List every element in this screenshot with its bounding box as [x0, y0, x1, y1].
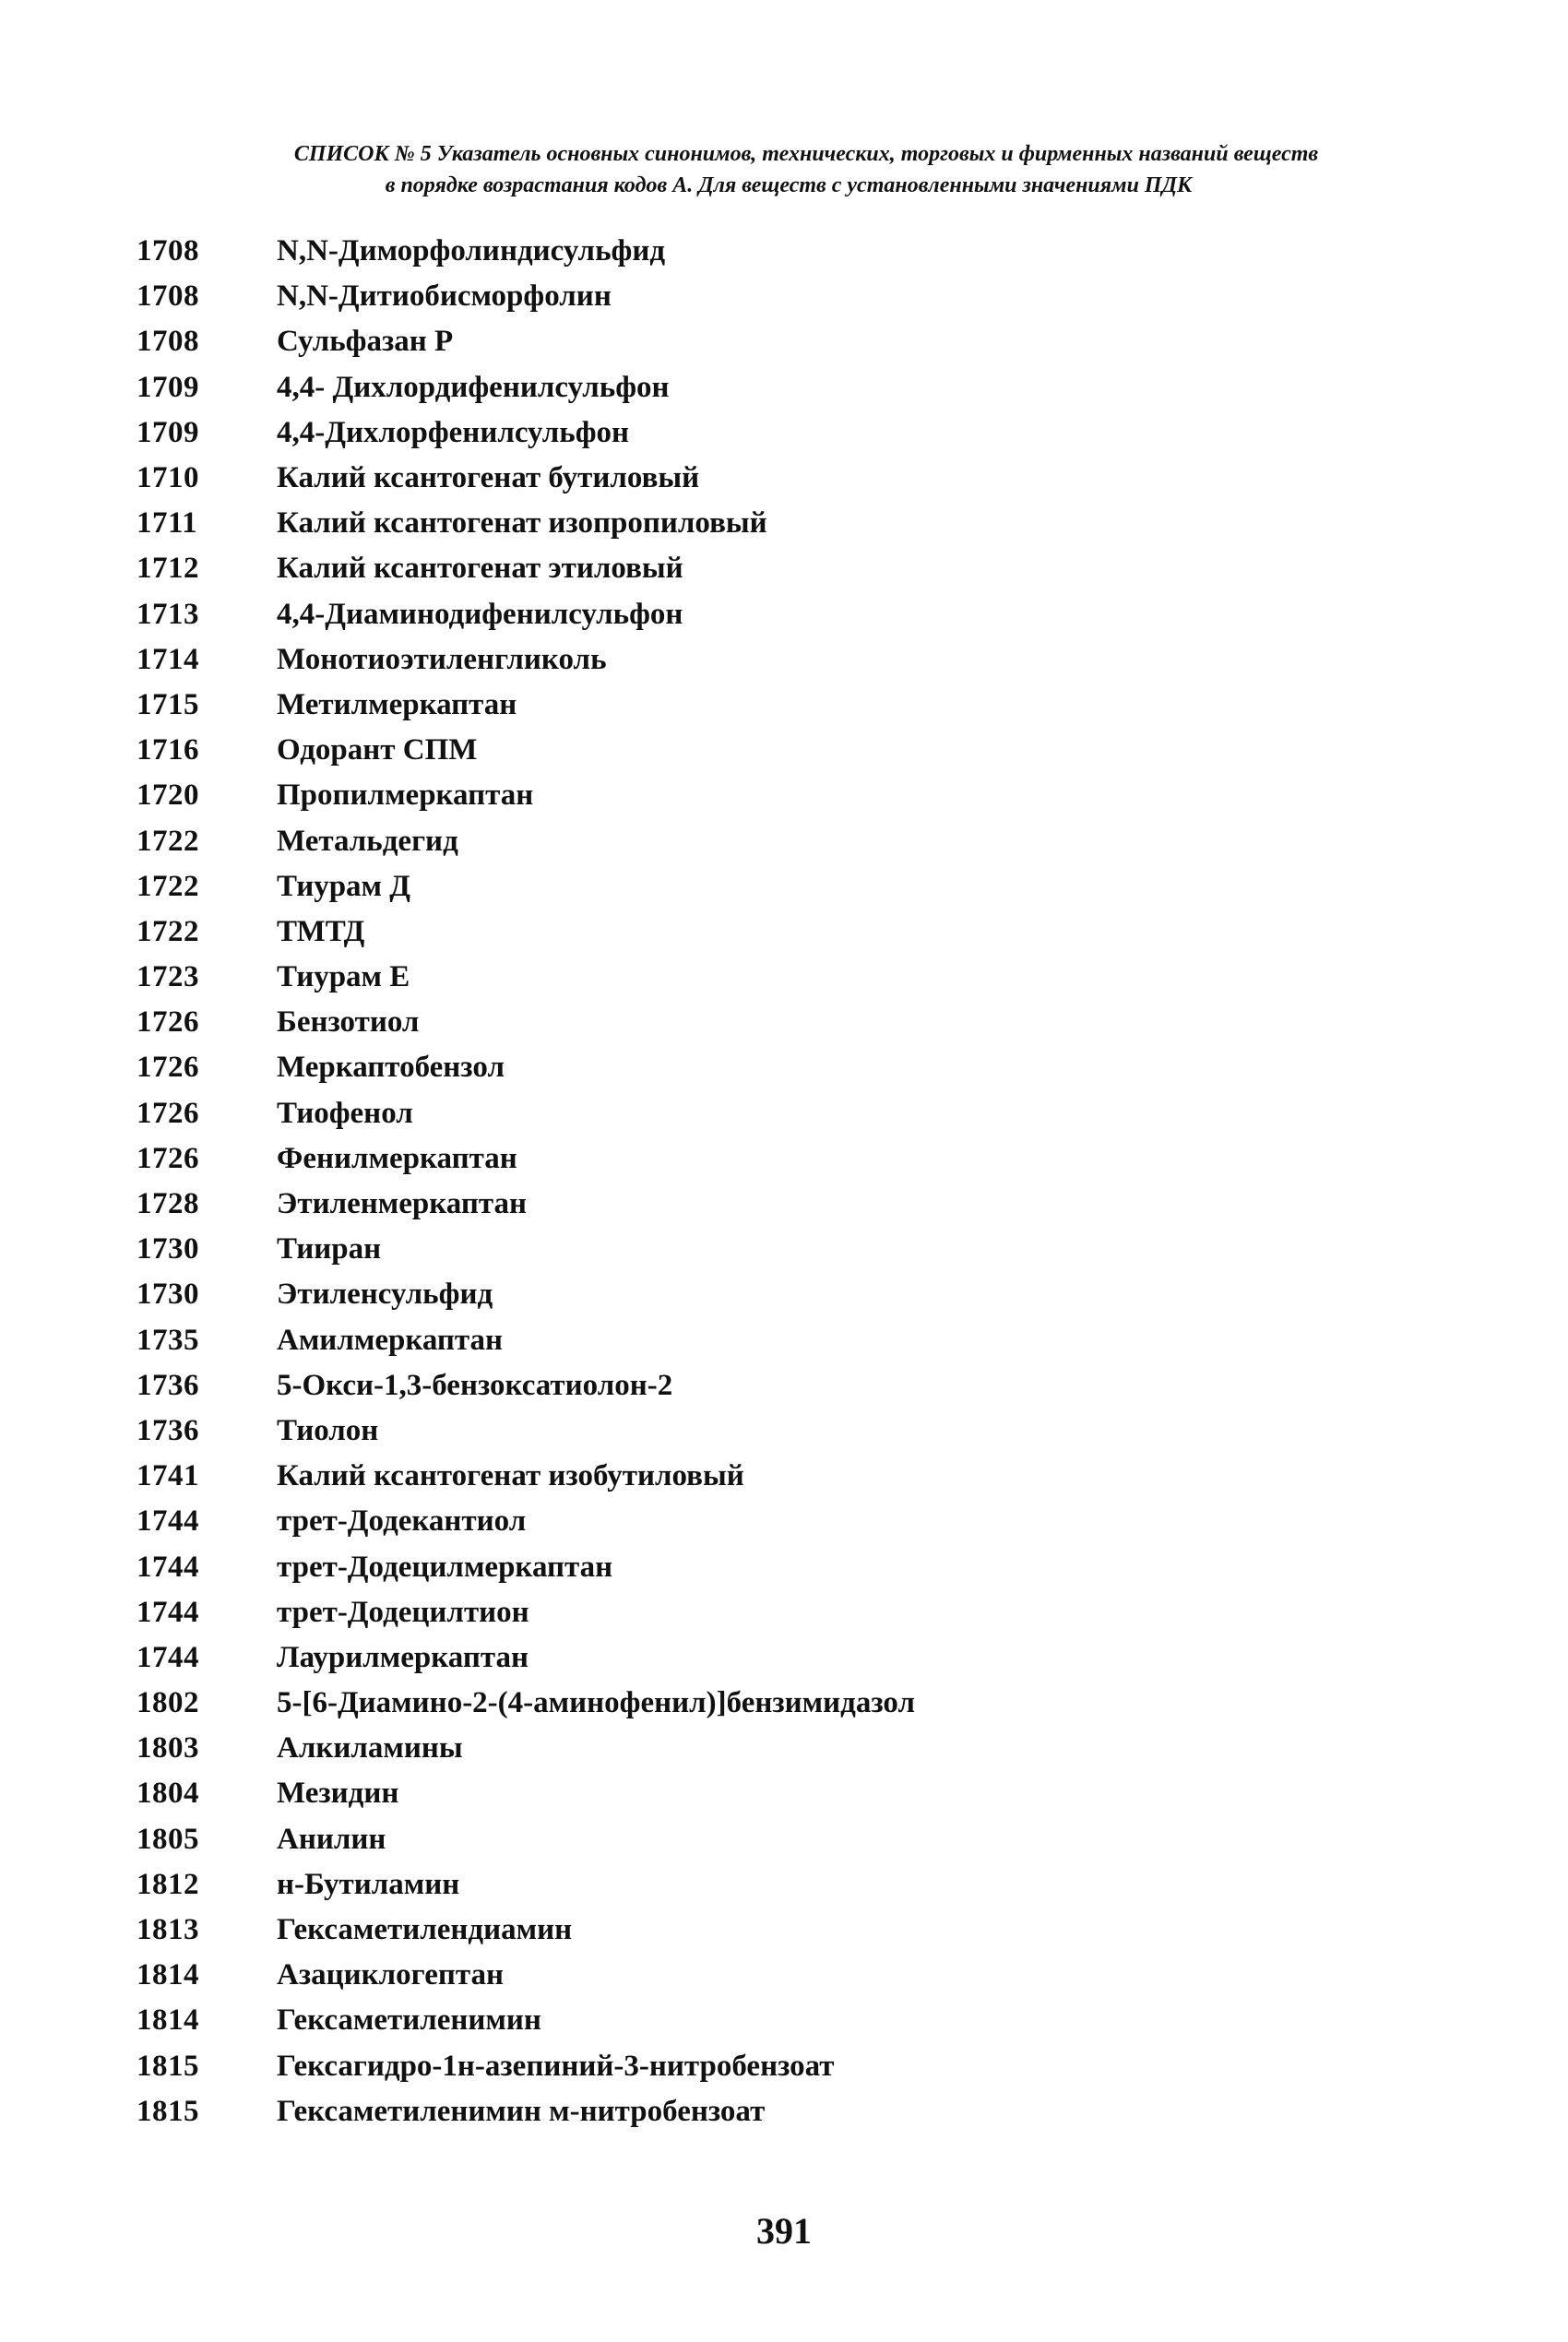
list-item	[137, 1499, 1474, 1544]
list-item	[137, 1862, 1474, 1908]
substance-name: Пропилмеркаптан	[277, 779, 534, 813]
substance-name: Анилин	[277, 1822, 386, 1856]
substance-name: Гексаметиленимин	[277, 2003, 541, 2038]
substance-code: 1720	[137, 779, 199, 813]
substance-name: Гексаметиленимин м-нитробензоат	[277, 2094, 766, 2128]
list-item	[137, 410, 1474, 456]
list-item	[137, 1318, 1474, 1363]
list-item	[137, 1000, 1474, 1045]
substance-name: 4,4- Дихлордифенилсульфон	[277, 370, 670, 404]
substance-code: 1812	[137, 1867, 199, 1901]
substance-code: 1708	[137, 325, 199, 359]
list-item	[137, 637, 1474, 683]
substance-code: 1744	[137, 1595, 199, 1629]
list-item	[137, 1590, 1474, 1635]
substance-code: 1804	[137, 1777, 199, 1811]
substance-name: Этиленсульфид	[277, 1278, 493, 1312]
list-item	[137, 1953, 1474, 1998]
list-item	[137, 501, 1474, 546]
list-item	[137, 683, 1474, 728]
list-item	[137, 546, 1474, 591]
list-item	[137, 1409, 1474, 1454]
header-subtitle-line: в порядке возрастания кодов А. Для веществ с установленными значениями ПДК	[385, 173, 1193, 197]
substance-code: 1726	[137, 1096, 199, 1130]
header-title-line: СПИСОК № 5 Указатель основных синонимов, технических, торговых и фирменных названий веществ	[293, 142, 1319, 166]
substance-code: 1708	[137, 234, 199, 268]
substance-name: Лаурилмеркаптан	[277, 1640, 529, 1674]
list-item	[137, 909, 1474, 955]
substance-name: Метилмеркаптан	[277, 687, 517, 721]
substance-name: 5-Окси-1,3-бензоксатиолон-2	[277, 1368, 673, 1402]
substance-name: Бензотиол	[277, 1005, 420, 1040]
substance-name: N,N-Диморфолиндисульфид	[277, 234, 666, 268]
list-item	[137, 728, 1474, 773]
substance-code: 1722	[137, 914, 199, 948]
list-item	[137, 2089, 1474, 2134]
substance-code: 1722	[137, 869, 199, 903]
substance-code: 1741	[137, 1459, 199, 1493]
substance-name: Фенилмеркаптан	[277, 1141, 517, 1175]
substance-name: Одорант СПМ	[277, 733, 478, 767]
substance-name: ТМТД	[277, 914, 365, 948]
substance-name: Этиленмеркаптан	[277, 1187, 527, 1221]
substance-name: 4,4-Дихлорфенилсульфон	[277, 415, 630, 449]
synonym-list	[137, 229, 1474, 2134]
substance-name: н-Бутиламин	[277, 1867, 460, 1901]
list-item	[137, 1635, 1474, 1681]
substance-name: Метальдегид	[277, 824, 458, 858]
list-item	[137, 592, 1474, 637]
list-item	[137, 1817, 1474, 1862]
substance-code: 1728	[137, 1187, 199, 1221]
substance-name: Тиолон	[277, 1413, 379, 1447]
substance-name: трет-Додецилтион	[277, 1595, 529, 1629]
list-item	[137, 1681, 1474, 1726]
substance-code: 1711	[137, 506, 198, 541]
list-item	[137, 1091, 1474, 1136]
substance-code: 1803	[137, 1731, 199, 1765]
substance-code: 1730	[137, 1278, 199, 1312]
substance-name: Меркаптобензол	[277, 1051, 505, 1085]
substance-code: 1735	[137, 1323, 199, 1357]
list-item	[137, 365, 1474, 410]
substance-name: трет-Додекантиол	[277, 1504, 527, 1539]
substance-name: Гексаметилендиамин	[277, 1913, 573, 1947]
substance-code: 1744	[137, 1550, 199, 1584]
substance-code: 1708	[137, 279, 199, 314]
list-item	[137, 274, 1474, 319]
substance-code: 1726	[137, 1005, 199, 1040]
substance-code: 1709	[137, 370, 199, 404]
substance-code: 1715	[137, 687, 199, 721]
page-header	[0, 138, 1568, 201]
substance-code: 1710	[137, 461, 199, 495]
substance-code: 1805	[137, 1822, 199, 1856]
substance-name: Алкиламины	[277, 1731, 463, 1765]
list-item	[137, 1045, 1474, 1090]
list-item	[137, 1363, 1474, 1409]
substance-code: 1736	[137, 1368, 199, 1402]
substance-code: 1726	[137, 1141, 199, 1175]
substance-name: Монотиоэтиленгликоль	[277, 642, 607, 676]
substance-name: Тиурам Д	[277, 869, 410, 903]
list-item	[137, 1771, 1474, 1816]
substance-code: 1744	[137, 1504, 199, 1539]
substance-name: Калий ксантогенат изопропиловый	[277, 506, 767, 541]
substance-code: 1709	[137, 415, 199, 449]
substance-code: 1802	[137, 1686, 199, 1720]
list-item	[137, 1136, 1474, 1182]
list-item	[137, 864, 1474, 909]
substance-name: Тиурам Е	[277, 960, 410, 994]
substance-code: 1712	[137, 552, 199, 586]
list-item	[137, 456, 1474, 501]
list-item	[137, 1227, 1474, 1272]
substance-code: 1730	[137, 1232, 199, 1266]
list-item	[137, 955, 1474, 1000]
substance-code: 1736	[137, 1413, 199, 1447]
substance-name: N,N-Дитиобисморфолин	[277, 279, 612, 314]
substance-name: Калий ксантогенат бутиловый	[277, 461, 700, 495]
substance-name: Тиофенол	[277, 1096, 413, 1130]
list-item	[137, 319, 1474, 364]
list-item	[137, 773, 1474, 818]
substance-name: Калий ксантогенат этиловый	[277, 552, 683, 586]
substance-code: 1716	[137, 733, 199, 767]
list-item	[137, 1182, 1474, 1227]
page-number: 391	[756, 2210, 812, 2252]
list-item	[137, 2044, 1474, 2089]
list-item	[137, 1998, 1474, 2043]
substance-code: 1815	[137, 2094, 199, 2128]
substance-name: Сульфазан Р	[277, 325, 454, 359]
substance-code: 1814	[137, 2003, 199, 2038]
substance-code: 1814	[137, 1958, 199, 1992]
substance-code: 1723	[137, 960, 199, 994]
substance-name: 5-[6-Диамино-2-(4-аминофенил)]бензимидазол	[277, 1686, 915, 1720]
list-item	[137, 1272, 1474, 1317]
substance-code: 1813	[137, 1913, 199, 1947]
substance-code: 1815	[137, 2049, 199, 2083]
list-item	[137, 1908, 1474, 1953]
substance-name: Амилмеркаптан	[277, 1323, 504, 1357]
substance-name: Гексагидро-1н-азепиний-3-нитробензоат	[277, 2049, 835, 2083]
list-item	[137, 818, 1474, 863]
substance-code: 1713	[137, 597, 199, 631]
list-item	[137, 1454, 1474, 1499]
substance-name: Тииран	[277, 1232, 382, 1266]
list-item	[137, 1544, 1474, 1589]
substance-code: 1722	[137, 824, 199, 858]
substance-name: 4,4-Диаминодифенилсульфон	[277, 597, 683, 631]
list-item	[137, 229, 1474, 274]
substance-name: Калий ксантогенат изобутиловый	[277, 1459, 744, 1493]
substance-name: Азациклогептан	[277, 1958, 504, 1992]
substance-name: Мезидин	[277, 1777, 399, 1811]
substance-code: 1714	[137, 642, 199, 676]
substance-code: 1744	[137, 1640, 199, 1674]
substance-code: 1726	[137, 1051, 199, 1085]
list-item	[137, 1726, 1474, 1771]
substance-name: трет-Додецилмеркаптан	[277, 1550, 613, 1584]
